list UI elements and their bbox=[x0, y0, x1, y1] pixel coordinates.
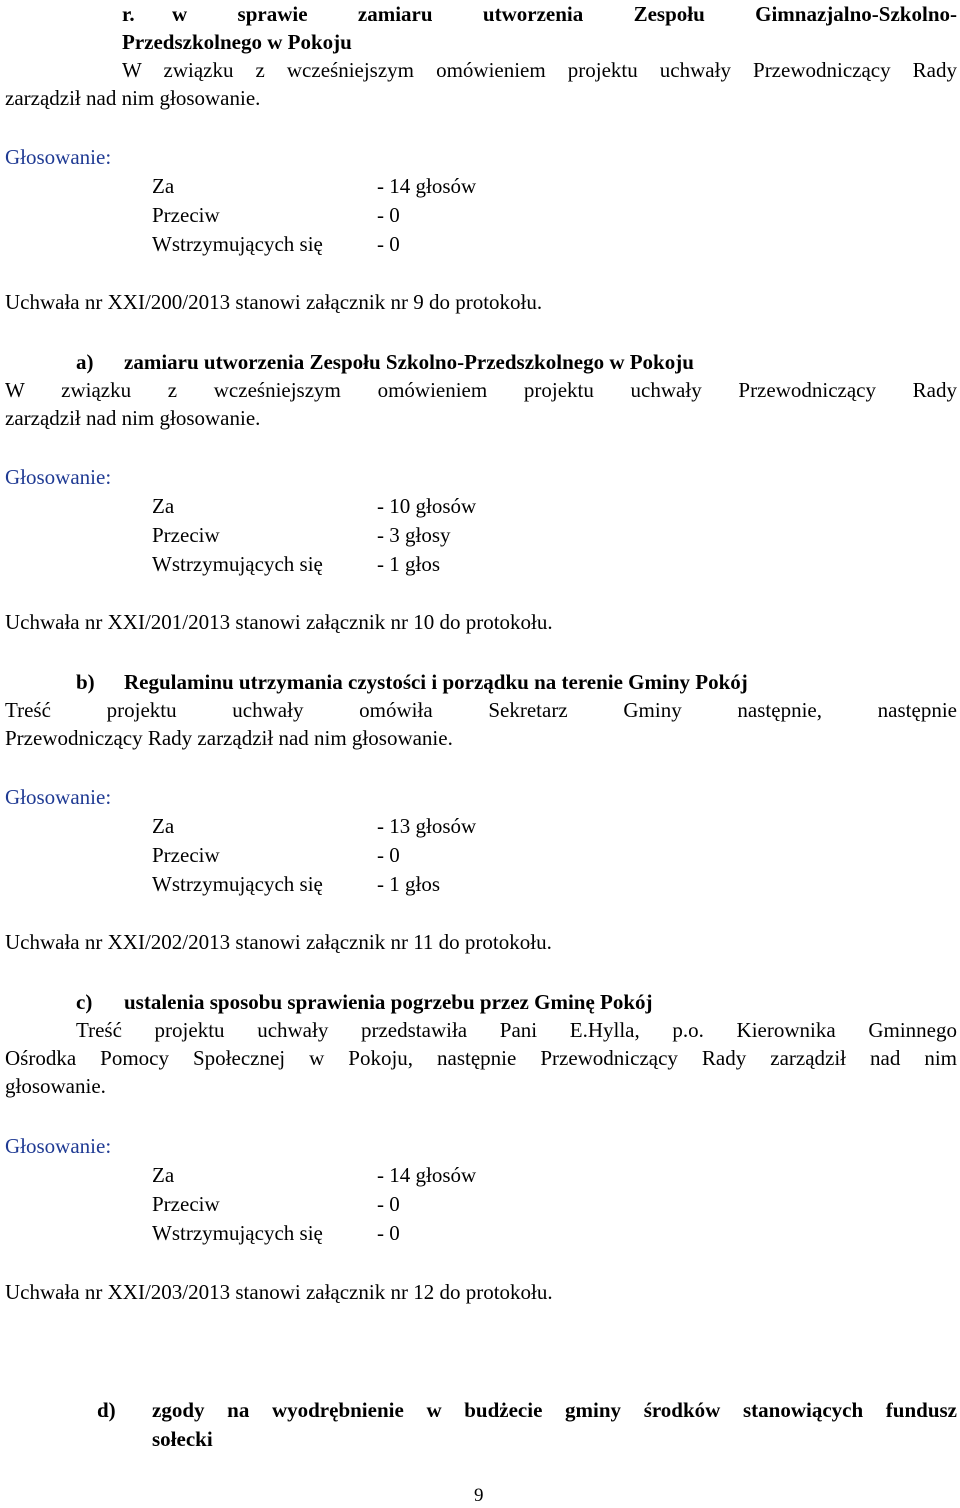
section-c-vote-label: Głosowanie: bbox=[5, 1134, 112, 1158]
section-r-title-line1: w sprawie zamiaru utworzenia Zespołu Gimnazjalno-Szkolno- bbox=[172, 2, 957, 26]
section-b-przeciw-label: Przeciw bbox=[152, 843, 220, 867]
section-c-desc-line1: Treść projektu uchwały przedstawiła Pani E.Hylla, p.o. Kierownika Gminnego bbox=[76, 1018, 957, 1042]
section-a-przeciw-value: - 3 głosy bbox=[377, 523, 451, 547]
section-c-desc-line2: Ośrodka Pomocy Społecznej w Pokoju, następnie Przewodniczący Rady zarządził nad nim bbox=[5, 1046, 957, 1070]
section-c-przeciw-label: Przeciw bbox=[152, 1192, 220, 1216]
section-a-za-value: - 10 głosów bbox=[377, 494, 477, 518]
section-b-wstrz-value: - 1 głos bbox=[377, 872, 440, 896]
section-a-wstrz-label: Wstrzymujących się bbox=[152, 552, 323, 576]
section-a-vote-label: Głosowanie: bbox=[5, 465, 112, 489]
section-c-wstrz-value: - 0 bbox=[377, 1221, 400, 1245]
section-b-marker: b) bbox=[76, 670, 95, 694]
section-c-wstrz-label: Wstrzymujących się bbox=[152, 1221, 323, 1245]
section-b-przeciw-value: - 0 bbox=[377, 843, 400, 867]
section-b-resolution: Uchwała nr XXI/202/2013 stanowi załącznik nr 11 do protokołu. bbox=[5, 930, 552, 954]
section-c-title: ustalenia sposobu sprawienia pogrzebu przez Gminę Pokój bbox=[124, 990, 653, 1014]
section-a-marker: a) bbox=[76, 350, 94, 374]
section-b-vote-label: Głosowanie: bbox=[5, 785, 112, 809]
section-r-desc-line1: W związku z wcześniejszym omówieniem projektu uchwały Przewodniczący Rady bbox=[122, 58, 957, 82]
section-c-desc-line3: głosowanie. bbox=[5, 1074, 106, 1098]
section-b-za-value: - 13 głosów bbox=[377, 814, 477, 838]
section-b-title: Regulaminu utrzymania czystości i porządku na terenie Gminy Pokój bbox=[124, 670, 748, 694]
section-r-resolution: Uchwała nr XXI/200/2013 stanowi załącznik nr 9 do protokołu. bbox=[5, 290, 543, 314]
section-c-resolution: Uchwała nr XXI/203/2013 stanowi załącznik nr 12 do protokołu. bbox=[5, 1280, 553, 1304]
section-r-za-label: Za bbox=[152, 174, 175, 198]
section-a-wstrz-value: - 1 głos bbox=[377, 552, 440, 576]
section-b-desc-line2: Przewodniczący Rady zarządził nad nim głosowanie. bbox=[5, 726, 453, 750]
section-r-marker: r. bbox=[122, 2, 135, 26]
section-r-wstrz-label: Wstrzymujących się bbox=[152, 232, 323, 256]
section-a-desc-line1: W związku z wcześniejszym omówieniem projektu uchwały Przewodniczący Rady bbox=[5, 378, 957, 402]
page-number: 9 bbox=[474, 1485, 484, 1506]
section-a-przeciw-label: Przeciw bbox=[152, 523, 220, 547]
section-b-za-label: Za bbox=[152, 814, 175, 838]
section-d-title-line2: sołecki bbox=[152, 1427, 213, 1451]
section-c-przeciw-value: - 0 bbox=[377, 1192, 400, 1216]
section-r-przeciw-label: Przeciw bbox=[152, 203, 220, 227]
section-b-wstrz-label: Wstrzymujących się bbox=[152, 872, 323, 896]
section-a-desc-line2: zarządził nad nim głosowanie. bbox=[5, 406, 261, 430]
section-r-przeciw-value: - 0 bbox=[377, 203, 400, 227]
section-r-desc-line2: zarządził nad nim głosowanie. bbox=[5, 86, 261, 110]
section-d-marker: d) bbox=[97, 1398, 116, 1422]
section-b-desc-line1: Treść projektu uchwały omówiła Sekretarz Gminy następnie, następnie bbox=[5, 698, 957, 722]
section-c-za-label: Za bbox=[152, 1163, 175, 1187]
section-r-wstrz-value: - 0 bbox=[377, 232, 400, 256]
section-r-vote-label: Głosowanie: bbox=[5, 145, 112, 169]
section-r-title-line2: Przedszkolnego w Pokoju bbox=[122, 30, 352, 54]
section-c-za-value: - 14 głosów bbox=[377, 1163, 477, 1187]
section-a-resolution: Uchwała nr XXI/201/2013 stanowi załącznik nr 10 do protokołu. bbox=[5, 610, 553, 634]
section-a-title: zamiaru utworzenia Zespołu Szkolno-Przedszkolnego w Pokoju bbox=[124, 350, 694, 374]
section-a-za-label: Za bbox=[152, 494, 175, 518]
section-c-marker: c) bbox=[76, 990, 93, 1014]
section-r-za-value: - 14 głosów bbox=[377, 174, 477, 198]
section-d-title-line1: zgody na wyodrębnienie w budżecie gminy środków stanowiących fundusz bbox=[152, 1398, 957, 1422]
